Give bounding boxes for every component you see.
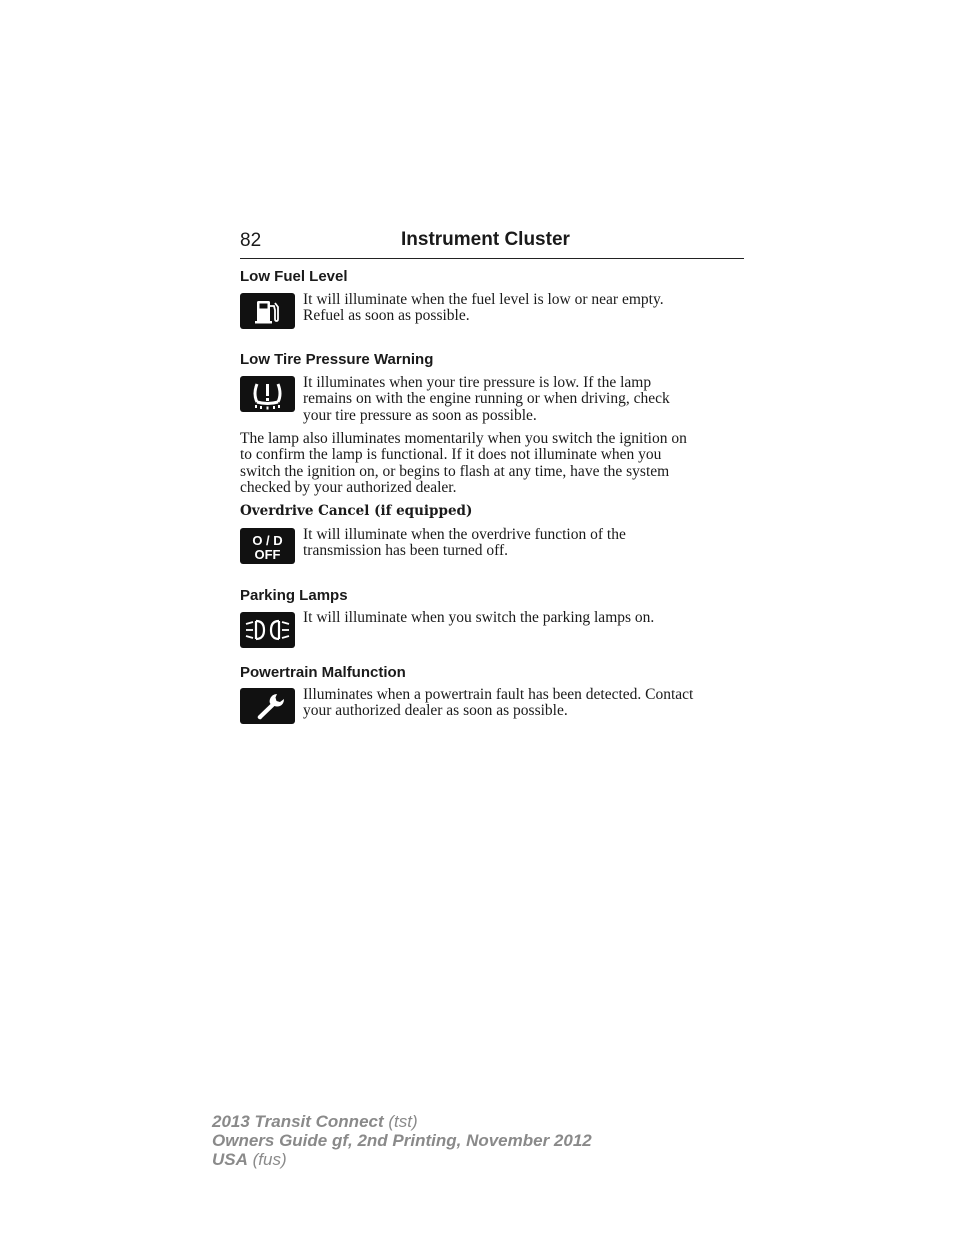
low-tire-description: [303, 375, 745, 424]
fuel-pump-icon: [240, 293, 295, 329]
text-line: Refuel as soon as possible.: [303, 307, 470, 325]
footer-market-code: (fus): [247, 1150, 287, 1169]
parking-lamps-description: [303, 610, 745, 626]
overdrive-off-icon: [240, 528, 295, 564]
text-line: Illuminates when a powertrain fault has been detected. Contact: [303, 686, 694, 703]
text-line: The lamp also illuminates momentarily when you switch the ignition on: [240, 430, 687, 447]
footer-line-1: [212, 1112, 592, 1131]
text-line: switch the ignition on, or begins to flash at any time, have the system: [240, 462, 670, 480]
low-tire-paragraph: [240, 431, 745, 497]
text-line: your tire pressure as soon as possible.: [303, 406, 537, 424]
page-footer: [212, 1112, 592, 1169]
footer-line-3: [212, 1150, 592, 1169]
heading-parking-lamps: Parking Lamps: [240, 587, 348, 604]
heading-powertrain-malfunction: Powertrain Malfunction: [240, 664, 406, 681]
text-line: It illuminates when your tire pressure is low. If the lamp: [303, 374, 652, 391]
page-title: Instrument Cluster: [401, 229, 570, 250]
page-number: 82: [240, 230, 262, 251]
page-header: [240, 228, 744, 259]
heading-low-fuel: Low Fuel Level: [240, 268, 348, 285]
footer-model-code: (tst): [383, 1112, 418, 1131]
footer-printing: Owners Guide gf, 2nd Printing, November 2012: [212, 1131, 592, 1150]
text-line: It will illuminate when the fuel level is low or near empty.: [303, 291, 664, 308]
text-line: checked by your authorized dealer.: [240, 479, 457, 497]
overdrive-description: [303, 527, 745, 560]
heading-overdrive-cancel: Overdrive Cancel (if equipped): [240, 503, 473, 519]
footer-model: 2013 Transit Connect: [212, 1112, 384, 1131]
low-fuel-description: [303, 292, 745, 325]
wrench-icon: [240, 688, 295, 724]
text-line: transmission has been turned off.: [303, 542, 509, 560]
text-line: remains on with the engine running or when driving, check: [303, 390, 670, 408]
footer-market: USA: [212, 1150, 248, 1169]
tire-pressure-warning-icon: [240, 376, 295, 412]
text-line: It will illuminate when the overdrive function of the: [303, 526, 626, 543]
text-line: your authorized dealer as soon as possible.: [303, 702, 568, 720]
icon-text-od: O / D: [252, 533, 283, 548]
text-line: to confirm the lamp is functional. If it does not illuminate when you: [240, 446, 662, 464]
footer-line-2: [212, 1131, 592, 1150]
heading-low-tire-pressure: Low Tire Pressure Warning: [240, 351, 434, 368]
text-line: It will illuminate when you switch the parking lamps on.: [303, 609, 655, 626]
powertrain-description: [303, 687, 745, 720]
icon-text-off: OFF: [254, 547, 281, 562]
parking-lamps-icon: [240, 612, 295, 648]
